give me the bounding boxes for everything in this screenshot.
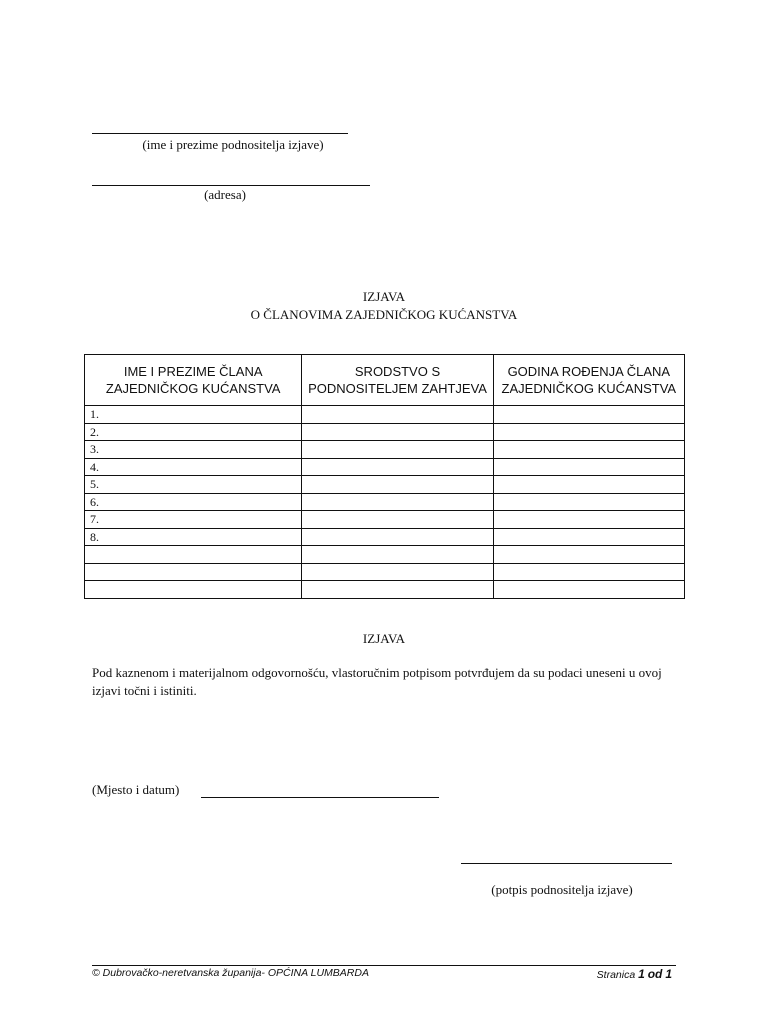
birth-year-cell[interactable] <box>493 423 684 441</box>
table-row <box>85 511 685 529</box>
birth-year-cell[interactable] <box>493 581 684 599</box>
birth-year-cell[interactable] <box>493 441 684 459</box>
birth-year-cell[interactable] <box>493 511 684 529</box>
declaration-heading: IZJAVA <box>362 631 406 646</box>
signature-line[interactable] <box>461 863 672 864</box>
relationship-cell[interactable] <box>302 476 493 494</box>
member-name-cell[interactable] <box>85 563 302 581</box>
relationship-cell[interactable] <box>302 406 493 424</box>
applicant-name-caption: (ime i prezime podnositelja izjave) <box>142 137 324 152</box>
member-name-cell[interactable]: 1. <box>85 406 302 424</box>
address-line[interactable] <box>92 185 370 186</box>
table-row <box>85 493 685 511</box>
table-row <box>85 563 685 581</box>
place-date-label: (Mjesto i datum) <box>92 782 180 797</box>
member-name-cell[interactable]: 7. <box>85 511 302 529</box>
page-current: 1 <box>638 967 645 981</box>
member-name-cell[interactable]: 4. <box>85 458 302 476</box>
page-label: Stranica <box>596 969 636 981</box>
birth-year-cell[interactable] <box>493 458 684 476</box>
applicant-name-line[interactable] <box>92 133 348 134</box>
birth-year-cell[interactable] <box>493 546 684 564</box>
member-name-cell[interactable]: 3. <box>85 441 302 459</box>
footer-divider <box>92 965 676 966</box>
table-header-row <box>85 355 685 406</box>
address-caption: (adresa) <box>204 187 246 202</box>
member-name-cell[interactable] <box>85 581 302 599</box>
table-row <box>85 406 685 424</box>
page-total: 1 <box>665 967 672 981</box>
table-row <box>85 458 685 476</box>
table-row <box>85 528 685 546</box>
relationship-cell[interactable] <box>302 563 493 581</box>
relationship-cell[interactable] <box>302 441 493 459</box>
birth-year-cell[interactable] <box>493 476 684 494</box>
birth-year-cell[interactable] <box>493 406 684 424</box>
declaration-text: Pod kaznenom i materijalnom odgovornošću, vlastoručnim potpisom potvrđujem da su podaci uneseni u ovoj izjavi točni i istiniti. <box>92 665 662 698</box>
header-birth-year: GODINA ROĐENJA ČLANA ZAJEDNIČKOG KUĆANSTVA <box>493 355 684 406</box>
page-of: od <box>647 967 663 981</box>
place-date-line[interactable] <box>201 797 439 798</box>
member-name-cell[interactable]: 6. <box>85 493 302 511</box>
title-line-2: O ČLANOVIMA ZAJEDNIČKOG KUĆANSTVA <box>250 307 518 322</box>
table-row <box>85 581 685 599</box>
relationship-cell[interactable] <box>302 581 493 599</box>
table-row <box>85 546 685 564</box>
member-name-cell[interactable]: 2. <box>85 423 302 441</box>
member-name-cell[interactable]: 8. <box>85 528 302 546</box>
birth-year-cell[interactable] <box>493 563 684 581</box>
footer-copyright: © Dubrovačko-neretvanska županija- OPĆINA LUMBARDA <box>92 967 369 979</box>
header-relationship: SRODSTVO S PODNOSITELJEM ZAHTJEVA <box>302 355 493 406</box>
member-name-cell[interactable]: 5. <box>85 476 302 494</box>
relationship-cell[interactable] <box>302 493 493 511</box>
relationship-cell[interactable] <box>302 423 493 441</box>
header-member-name: IME I PREZIME ČLANA ZAJEDNIČKOG KUĆANSTVA <box>85 355 302 406</box>
household-members-table <box>84 354 685 599</box>
signature-caption: (potpis podnositelja izjave) <box>491 882 633 897</box>
relationship-cell[interactable] <box>302 511 493 529</box>
member-name-cell[interactable] <box>85 546 302 564</box>
table-row <box>85 423 685 441</box>
document-title <box>0 288 768 324</box>
relationship-cell[interactable] <box>302 546 493 564</box>
relationship-cell[interactable] <box>302 458 493 476</box>
footer-page-number <box>560 967 672 981</box>
birth-year-cell[interactable] <box>493 493 684 511</box>
table-row <box>85 476 685 494</box>
relationship-cell[interactable] <box>302 528 493 546</box>
table-row <box>85 441 685 459</box>
birth-year-cell[interactable] <box>493 528 684 546</box>
title-line-1: IZJAVA <box>362 289 406 304</box>
